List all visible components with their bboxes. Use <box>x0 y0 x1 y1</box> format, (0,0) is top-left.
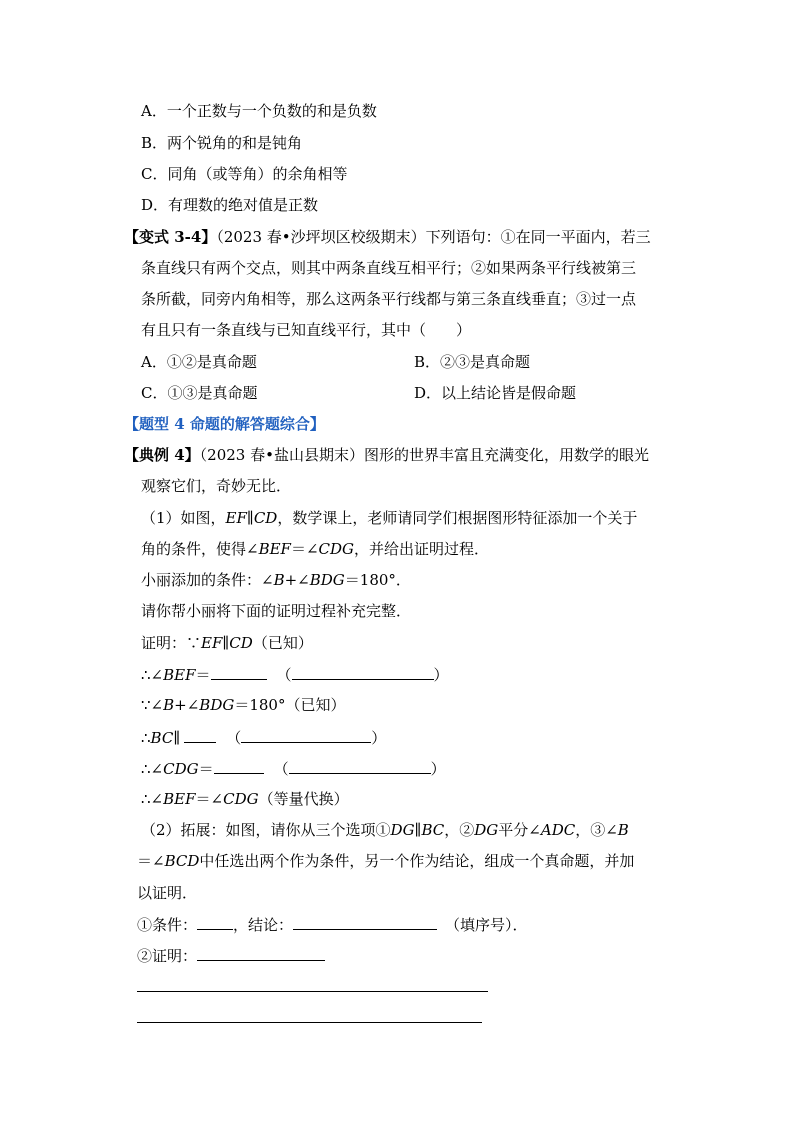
option-c: C．同角（或等角）的余角相等 <box>141 165 348 183</box>
blank-step1-reason[interactable] <box>292 664 434 680</box>
option-a: A．一个正数与一个负数的和是负数 <box>141 102 377 120</box>
blank-conclusion[interactable] <box>293 914 437 930</box>
proof-step-2: ∵∠B+∠BDG＝180°（已知） <box>141 696 346 714</box>
variant-option-b: B．②③是真命题 <box>414 353 531 371</box>
part1-line-2: 角的条件，使得∠BEF＝∠CDG，并给出证明过程． <box>141 540 490 558</box>
ask-line: 请你帮小丽将下面的证明过程补充完整． <box>141 602 412 620</box>
part1-line-1: （1）如图，EF∥CD，数学课上，老师请同学们根据图形特征添加一个关于 <box>141 509 638 527</box>
answer-rule-2[interactable] <box>137 1022 482 1023</box>
blank-step4-reason[interactable] <box>289 758 431 774</box>
proof-step-3: ∴BC∥ （ ） <box>141 729 387 747</box>
answer-rule-1[interactable] <box>137 991 488 992</box>
proof-intro: 证明：∵EF∥CD（已知） <box>141 634 313 652</box>
blank-condition[interactable] <box>197 914 233 930</box>
blank-step3-line[interactable] <box>184 727 216 743</box>
answer-line-2: ②证明： <box>137 945 325 966</box>
variant-line-3: 条所截，同旁内角相等，那么这两条平行线都与第三条直线垂直；③过一点 <box>141 290 637 308</box>
proof-step-5: ∴∠BEF＝∠CDG（等量代换） <box>141 790 349 808</box>
blank-step1-angle[interactable] <box>211 664 267 680</box>
variant-option-a: A．①②是真命题 <box>141 353 257 371</box>
variant-option-d: D．以上结论皆是假命题 <box>414 384 577 402</box>
blank-proof-start[interactable] <box>197 945 325 961</box>
part2-line-3: 以证明． <box>137 884 198 902</box>
part2-line-2: ＝∠BCD中任选出两个作为条件，另一个作为结论，组成一个真命题，并加 <box>137 852 635 870</box>
section-title: 【题型 4 命题的解答题综合】 <box>124 415 325 433</box>
answer-line-1: ①条件： ，结论： （填序号）． <box>137 916 528 934</box>
variant-line-2: 条直线只有两个交点，则其中两条直线互相平行；②如果两条平行线被第三 <box>141 259 637 277</box>
option-d: D．有理数的绝对值是正数 <box>141 196 319 214</box>
variant-line-4: 有且只有一条直线与已知直线平行，其中（ ） <box>141 321 472 339</box>
blank-step4-angle[interactable] <box>214 758 264 774</box>
part2-line-1: （2）拓展：如图，请你从三个选项①DG∥BC，②DG平分∠ADC，③∠B <box>141 821 629 839</box>
proof-step-1: ∴∠BEF＝ （ ） <box>141 666 449 684</box>
example-tag: 【典例 4】 <box>124 446 200 464</box>
variant-option-c: C．①③是真命题 <box>141 384 258 402</box>
variant-line-1: 【变式 3-4】（2023 春•沙坪坝区校级期末）下列语句：①在同一平面内，若三 <box>124 228 651 246</box>
example-line-2: 观察它们，奇妙无比． <box>141 477 292 495</box>
proof-step-4: ∴∠CDG＝ （ ） <box>141 760 446 778</box>
blank-step3-reason[interactable] <box>241 727 371 743</box>
example-line-1: 【典例 4】（2023 春•盐山县期末）图形的世界丰富且充满变化，用数学的眼光 <box>124 446 649 464</box>
variant-tag: 【变式 3-4】 <box>124 228 217 246</box>
option-b: B．两个锐角的和是钝角 <box>141 134 303 152</box>
condition-line: 小丽添加的条件：∠B+∠BDG＝180°． <box>141 571 411 589</box>
